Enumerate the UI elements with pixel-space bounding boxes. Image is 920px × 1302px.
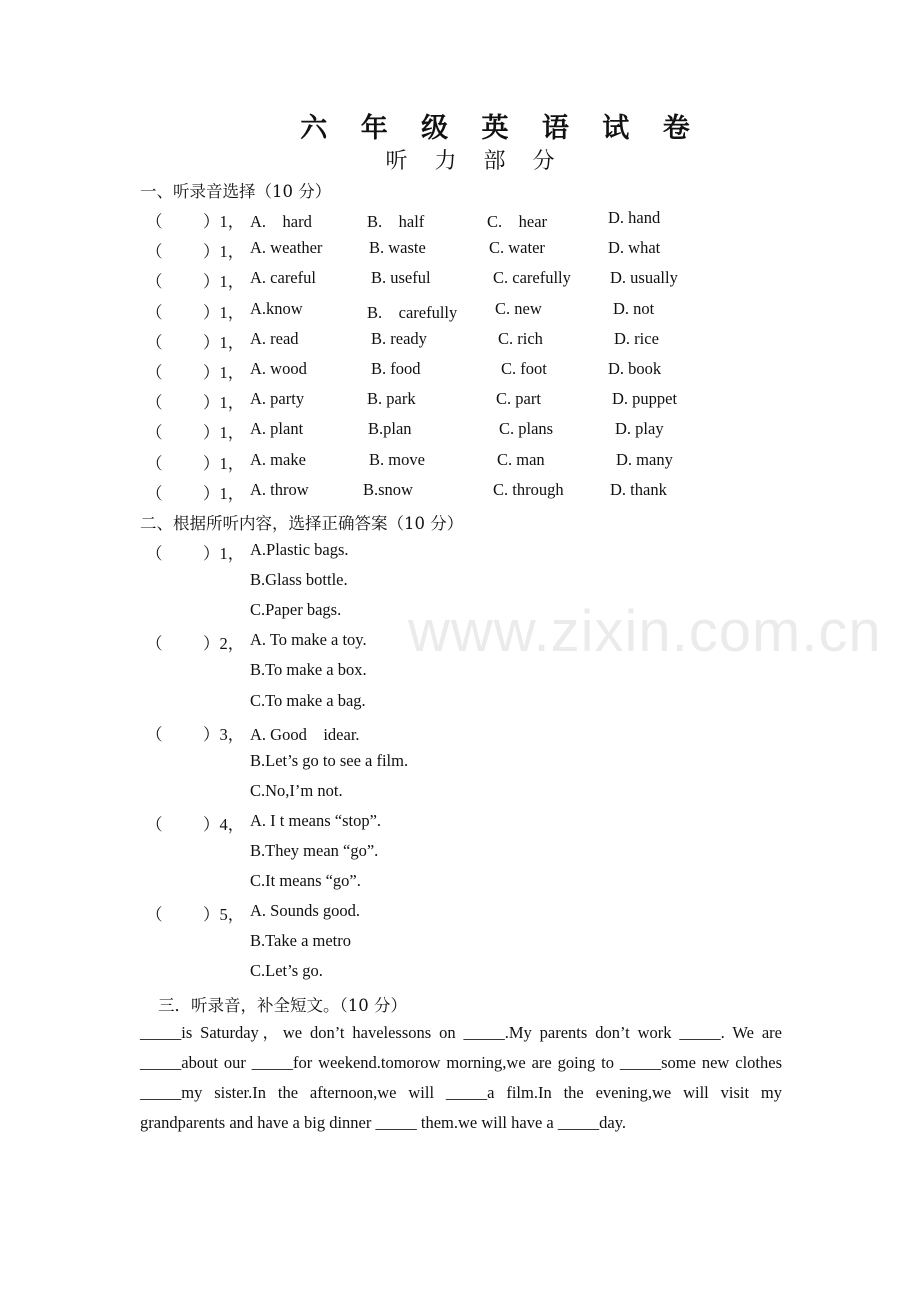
option-a: A.Plastic bags. [250, 540, 349, 559]
option-d: D. usually [610, 268, 678, 288]
answer-bracket: ）1， [203, 302, 245, 322]
option-row [0, 961, 920, 991]
option-row [0, 781, 920, 811]
page-subtitle: 听 力 部 分 [385, 149, 565, 174]
question-row [0, 480, 920, 510]
option-b: B.Glass bottle. [250, 570, 348, 590]
watermark: www.zixin.com.cn [408, 599, 882, 664]
answer-bracket: ）1， [203, 483, 245, 503]
option-c: C. carefully [493, 268, 571, 288]
passage-text: _____is Saturday，we don’t havelessons on _____.My parents don’t work _____. We are _____about our _____for weekend.tomorow morning,we are going to _____some new clothes _____my sister.In the afternoon,we will _____a film.In the evening,we will visit my grandparents and have a big dinner _____ them.we will have a _____day. [140, 1023, 782, 1132]
question-row [0, 811, 920, 841]
question-row [0, 540, 920, 570]
answer-bracket: ）1， [203, 332, 245, 352]
part2-heading: 二、根据所听内容，选择正确答案（10 分） [140, 514, 464, 533]
answer-bracket: ）1， [203, 423, 245, 443]
answer-bracket: （ [146, 634, 163, 654]
option-c: C.Paper bags. [250, 600, 342, 620]
answer-bracket: ）5， [203, 905, 245, 925]
answer-bracket: ）1， [203, 212, 245, 231]
question-row [0, 389, 920, 419]
answer-bracket: （ [146, 423, 163, 443]
option-b: B. park [367, 389, 416, 409]
option-b: B. half [367, 212, 425, 231]
option-b: B. move [369, 449, 425, 469]
option-c: C. rich [498, 328, 543, 348]
option-c: C. through [493, 479, 564, 499]
answer-bracket: ）1， [203, 272, 245, 292]
option-a: A. read [250, 328, 299, 348]
answer-bracket: （ [146, 483, 163, 503]
option-b: B. ready [371, 328, 427, 348]
option-row [0, 841, 920, 871]
option-b: B. useful [371, 268, 431, 288]
option-d: D. thank [610, 479, 667, 499]
option-c: C. water [489, 238, 545, 258]
question-row [0, 299, 920, 329]
option-b: B. food [371, 359, 421, 378]
question-row [0, 419, 920, 449]
answer-bracket: ）4， [203, 814, 245, 834]
option-b: B. carefully [367, 302, 458, 322]
option-d: D. what [608, 238, 661, 258]
question-row [0, 359, 920, 389]
option-row [0, 600, 920, 630]
answer-bracket: （ [146, 272, 163, 292]
question-row [0, 630, 920, 660]
option-row [0, 931, 920, 961]
answer-bracket: （ [146, 724, 163, 744]
option-d: D. rice [614, 328, 659, 348]
option-c: C.Let’s go. [250, 961, 323, 981]
option-a: A. I t means “stop”. [250, 810, 382, 830]
question-row [0, 901, 920, 931]
option-a: A. hard [250, 212, 312, 231]
answer-bracket: ）1， [203, 544, 245, 563]
option-a: A. wood [250, 359, 307, 378]
answer-bracket: ）1， [203, 453, 245, 473]
option-d: D. book [608, 359, 662, 378]
option-c: C. plans [499, 419, 554, 439]
option-d: D. hand [608, 208, 661, 227]
part3-heading: 三．听录音，补全短文。（10 分） [158, 996, 407, 1015]
option-a: A. Sounds good. [250, 901, 361, 921]
option-b: B. waste [369, 238, 426, 258]
option-a: A. plant [250, 419, 304, 439]
option-c: C. part [496, 389, 541, 409]
option-c: C. man [497, 449, 545, 469]
option-b: B.They mean “go”. [250, 841, 379, 860]
option-b: B.Take a metro [250, 931, 352, 951]
question-row [0, 329, 920, 359]
option-a: A.know [250, 298, 303, 318]
option-row [0, 751, 920, 781]
option-a: A. weather [250, 238, 323, 258]
answer-bracket: ）1， [203, 363, 245, 382]
option-a: A. make [250, 449, 306, 469]
part1-heading: 一、听录音选择（10 分） [140, 182, 332, 201]
answer-bracket: （ [146, 363, 163, 382]
option-c: C.No,I’m not. [250, 780, 343, 800]
answer-bracket: （ [146, 544, 163, 563]
question-row [0, 450, 920, 480]
answer-bracket: ）1， [203, 242, 245, 262]
option-row [0, 691, 920, 721]
question-row [0, 208, 920, 238]
option-a: A. Good idear. [250, 724, 360, 744]
answer-bracket: （ [146, 453, 163, 473]
answer-bracket: （ [146, 242, 163, 262]
option-d: D. not [613, 298, 655, 318]
option-d: D. play [615, 419, 664, 439]
answer-bracket: ）1， [203, 393, 245, 413]
answer-bracket: （ [146, 212, 163, 231]
answer-bracket: ）2， [203, 634, 245, 654]
option-row [0, 570, 920, 600]
option-b: B.Let’s go to see a film. [250, 750, 409, 770]
answer-bracket: ）3， [203, 724, 245, 744]
option-c: C.It means “go”. [250, 871, 361, 891]
answer-bracket: （ [146, 302, 163, 322]
answer-bracket: （ [146, 814, 163, 834]
option-c: C. hear [487, 212, 548, 231]
answer-bracket: （ [146, 393, 163, 413]
question-row [0, 268, 920, 298]
option-b: B.To make a box. [250, 660, 367, 680]
option-row [0, 660, 920, 690]
option-d: D. many [616, 449, 673, 469]
option-a: A. careful [250, 268, 316, 288]
answer-bracket: （ [146, 332, 163, 352]
option-b: B.snow [363, 479, 413, 499]
option-a: A. party [250, 389, 305, 409]
option-a: A. throw [250, 479, 309, 499]
option-c: C. new [495, 298, 542, 318]
option-c: C.To make a bag. [250, 690, 366, 710]
page-title: 六 年 级 英 语 试 卷 [300, 113, 702, 144]
question-row [0, 721, 920, 751]
option-b: B.plan [368, 419, 412, 439]
option-a: A. To make a toy. [250, 630, 367, 650]
option-d: D. puppet [612, 389, 678, 409]
option-c: C. foot [501, 359, 547, 378]
question-row [0, 238, 920, 268]
answer-bracket: （ [146, 905, 163, 925]
option-row [0, 871, 920, 901]
